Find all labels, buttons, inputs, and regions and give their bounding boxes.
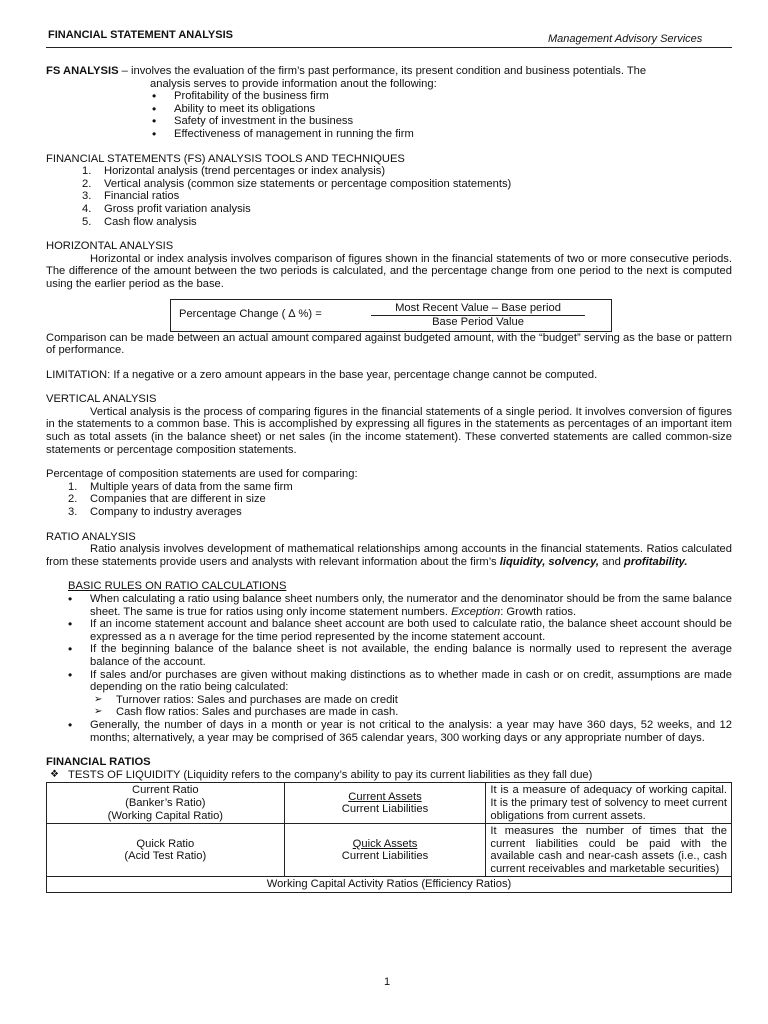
vertical-paragraph: Vertical analysis is the process of comparing figures in the financial statements of a single period. It involves conversion of figures in the statements to a common base. This is accomplished by expressing all figures in the statements as percentages of an important item such as total assets (in the balance sheet) or net sales (in the income statement). These converted statements are called common-size statements or percentage composition statements. <box>46 405 732 456</box>
list-item: • If the beginning balance of the balance sheet is not available, the ending balance is normally used to represent the average balance of the account. <box>46 643 732 668</box>
list-item: • Effectiveness of management in running the firm <box>148 128 732 141</box>
list-item: • Ability to meet its obligations <box>148 103 732 116</box>
liquidity-term: liquidity, <box>499 555 546 568</box>
list-item: • When calculating a ratio using balance sheet numbers only, the numerator and the denominator should be from the same balance sheet. The same is true for ratios using only income statement numbers. Exception: Growth ratios. <box>46 593 732 618</box>
ratio-description-cell: It measures the number of times that the current liabilities could be paid with the available cash and near-cash assets (i.e., cash current receivables and marketable securities) <box>486 824 732 877</box>
formula-denominator: Base Period Value <box>432 315 524 328</box>
comparison-paragraph: Comparison can be made between an actual amount compared against budgeted amount, with the “budget” serving as the base or pattern of performance. <box>46 331 732 357</box>
fs-analysis-label: FS ANALYSIS <box>46 65 119 77</box>
fs-analysis-intro <box>46 65 732 78</box>
ratio-name-cell: Current Ratio (Banker’s Ratio) (Working Capital Ratio) <box>47 783 285 824</box>
rules-sublist <box>90 694 732 719</box>
header-divider <box>46 47 732 48</box>
fs-analysis-text-line2: analysis serves to provide information anout the following: <box>150 77 437 90</box>
page-content <box>46 65 732 893</box>
list-item: 3. Company to industry averages <box>68 506 242 519</box>
table-row <box>47 824 732 877</box>
financial-ratios-heading: FINANCIAL RATIOS <box>46 756 151 769</box>
list-item: 5. Cash flow analysis <box>82 215 197 228</box>
list-item: 2. Companies that are different in size <box>68 493 266 506</box>
list-item: 4. Gross profit variation analysis <box>82 202 251 215</box>
ratio-paragraph: Ratio analysis involves development of mathematical relationships among accounts in the financial statements. Ratios calculated from these statements provide users and analysts with relevant information about the firm’s liquidity, solvency, and profitability. <box>46 543 732 568</box>
percentage-change-formula <box>170 299 612 332</box>
limitation-paragraph: LIMITATION: If a negative or a zero amount appears in the base year, percentage change cannot be computed. <box>46 368 598 381</box>
list-item: • Safety of investment in the business <box>148 115 732 128</box>
fs-analysis-bullets <box>148 90 732 140</box>
ratio-heading: RATIO ANALYSIS <box>46 530 136 543</box>
header-subtitle: Management Advisory Services <box>548 33 703 45</box>
list-item: 1. Horizontal analysis (trend percentages or index analysis) <box>82 165 386 178</box>
list-item: ➢ Turnover ratios: Sales and purchases are made on credit <box>90 694 732 707</box>
list-item: ➢ Cash flow ratios: Sales and purchases are made in cash. <box>90 706 732 719</box>
table-row <box>47 877 732 893</box>
solvency-term: solvency, <box>548 555 600 568</box>
formula-label: Percentage Change ( ∆ %) = <box>179 307 322 320</box>
tools-list <box>46 165 732 228</box>
header-title: FINANCIAL STATEMENT ANALYSIS <box>48 29 233 41</box>
diamond-bullet-icon: ❖ <box>50 768 59 780</box>
fs-analysis-text-line1: involves the evaluation of the firm’s past performance, its present condition and business potentials. The <box>130 65 647 77</box>
fs-analysis-dash: – <box>118 65 131 77</box>
formula-numerator: Most Recent Value – Base period <box>371 302 585 317</box>
tools-heading: FINANCIAL STATEMENTS (FS) ANALYSIS TOOLS AND TECHNIQUES <box>46 152 405 165</box>
horizontal-paragraph: Horizontal or index analysis involves comparison of figures shown in the financial statements of two or more consecutive periods. The difference of the amount between the two periods is calculated, and the percentage change from one period to the next is computed using the earlier period as the base. <box>46 252 732 290</box>
ratio-formula-cell: Current Assets Current Liabilities <box>284 783 486 824</box>
vertical-used-for: Percentage of composition statements are used for comparing: <box>46 468 358 481</box>
list-item: • Profitability of the business firm <box>148 90 732 103</box>
list-item: • If sales and/or purchases are given without making distinctions as to whether made in cash or on credit, assumptions are made depending on the ratio being calculated: ➢ Turnover ratios: Sales and purchases are made on credit ➢ Cash flow ratios: Sales and purchases are made in cash. <box>46 669 732 719</box>
rules-list <box>46 593 732 744</box>
page-number: 1 <box>384 976 391 988</box>
ratio-description-cell: It is a measure of adequacy of working capital. It is the primary test of solvency to meet current obligations from current assets. <box>486 783 732 824</box>
list-item: 2. Vertical analysis (common size statements or percentage composition statements) <box>82 177 512 190</box>
table-row <box>47 783 732 824</box>
vertical-list <box>46 481 732 519</box>
rules-heading: BASIC RULES ON RATIO CALCULATIONS <box>68 580 287 593</box>
efficiency-ratios-row: Working Capital Activity Ratios (Efficiency Ratios) <box>47 877 732 893</box>
list-item: 1. Multiple years of data from the same firm <box>68 480 293 493</box>
ratio-name-cell: Quick Ratio (Acid Test Ratio) <box>47 824 285 877</box>
list-item: 3. Financial ratios <box>82 190 180 203</box>
profitability-term: profitability. <box>623 555 688 568</box>
list-item: • If an income statement account and balance sheet account are both used to calculate ratio, the balance sheet account should be expressed as a n average for the time period represented by the income statement account. <box>46 618 732 643</box>
horizontal-heading: HORIZONTAL ANALYSIS <box>46 240 174 253</box>
liquidity-line: ❖ TESTS OF LIQUIDITY (Liquidity refers to the company’s ability to pay its current liabilities as they fall due) <box>50 768 593 781</box>
list-item: • Generally, the number of days in a month or year is not critical to the analysis: a year may have 360 days, 52 weeks, and 12 months; alternatively, a year may be comprised of 365 calendar years, 300 working days or any appropriate number of days. <box>46 719 732 744</box>
ratio-formula-cell: Quick Assets Current Liabilities <box>284 824 486 877</box>
vertical-heading: VERTICAL ANALYSIS <box>46 393 157 406</box>
liquidity-ratios-table <box>46 782 732 893</box>
